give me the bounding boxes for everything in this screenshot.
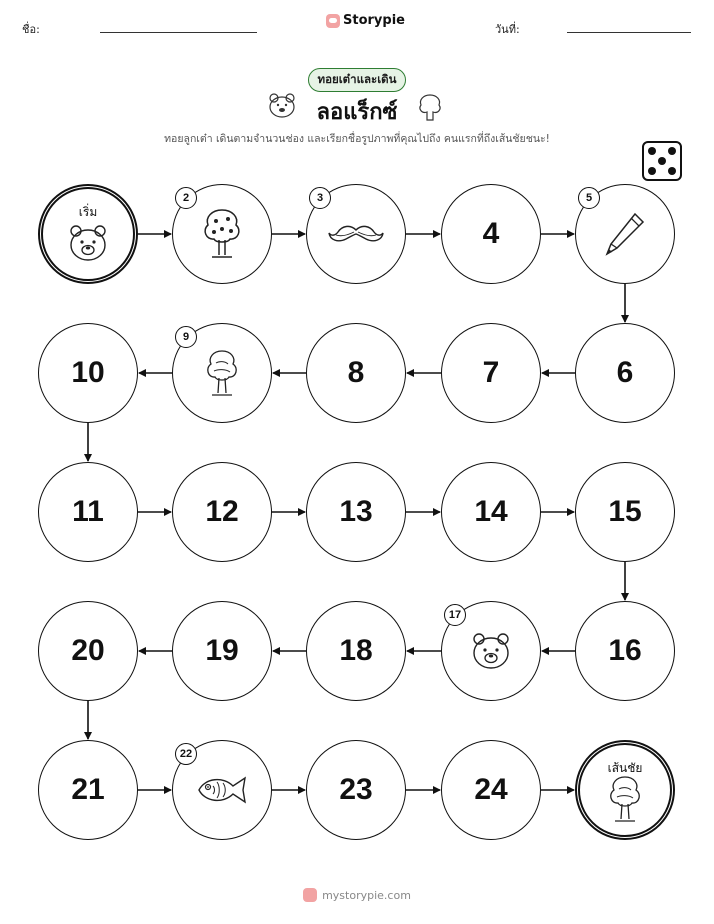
instructions: ทอยลูกเต๋า เดินตามจำนวนช่อง และเรียกชื่อรูปภาพที่คุณไปถึง คนแรกที่ถึงเส้นชัยชนะ! [164, 133, 550, 145]
space-number: 18 [339, 634, 373, 667]
space-number: 4 [482, 217, 500, 250]
board-space-14 [441, 462, 541, 562]
finish-label: เส้นชัย [607, 761, 643, 775]
board-space-19 [172, 601, 272, 701]
footer-site: mystorypie.com [322, 888, 411, 902]
board-space-12 [172, 462, 272, 562]
space-number-badge: 22 [175, 743, 197, 765]
space-number: 14 [474, 495, 508, 528]
board-space-22 [172, 740, 272, 840]
board-space-6 [575, 323, 675, 423]
space-number: 15 [608, 495, 642, 528]
space-number: 20 [71, 634, 105, 667]
space-number-badge: 9 [175, 326, 197, 348]
space-number: 12 [205, 495, 239, 528]
board-space-3 [306, 184, 406, 284]
board-space-20 [38, 601, 138, 701]
space-number-badge: 5 [578, 187, 600, 209]
space-number-badge: 3 [309, 187, 331, 209]
board-space-17 [441, 601, 541, 701]
space-number-badge: 2 [175, 187, 197, 209]
board-space-15 [575, 462, 675, 562]
space-number: 11 [72, 495, 104, 528]
tree-outline-icon [202, 347, 242, 399]
storypie-logo-icon [303, 888, 317, 902]
board-space-8 [306, 323, 406, 423]
game-type-tag: ทอยเต๋าและเดิน [308, 68, 406, 92]
fish-icon [195, 772, 249, 808]
tree-outline-icon [605, 773, 645, 825]
board-space-16 [575, 601, 675, 701]
space-number: 19 [205, 634, 239, 667]
space-number: 8 [347, 356, 365, 389]
space-number: 23 [339, 773, 373, 806]
start-space [38, 184, 138, 284]
brand-name: Storypie [343, 13, 405, 28]
start-label: เริ่ม [78, 205, 98, 219]
space-number-badge: 17 [444, 604, 466, 626]
board-space-2 [172, 184, 272, 284]
board-space-21 [38, 740, 138, 840]
tree-icon [200, 207, 244, 261]
space-number: 13 [339, 495, 373, 528]
board-space-11 [38, 462, 138, 562]
name-label: ชื่อ: [22, 23, 40, 36]
page-title: ลอแร็กซ์ [316, 100, 398, 125]
board-space-10 [38, 323, 138, 423]
space-number: 24 [474, 773, 508, 806]
finish-space [575, 740, 675, 840]
mustache-icon [328, 222, 384, 246]
space-number: 6 [616, 356, 634, 389]
bear-icon [468, 631, 514, 671]
board-space-23 [306, 740, 406, 840]
space-number: 7 [482, 356, 500, 389]
bear-icon [65, 223, 111, 263]
footer [0, 888, 714, 902]
board-space-7 [441, 323, 541, 423]
space-number: 10 [71, 356, 105, 389]
board-space-4 [441, 184, 541, 284]
board-space-18 [306, 601, 406, 701]
date-label: วันที่: [495, 23, 520, 36]
space-number: 21 [71, 773, 105, 806]
space-number: 16 [608, 634, 642, 667]
board-space-5 [575, 184, 675, 284]
board-space-13 [306, 462, 406, 562]
board-space-24 [441, 740, 541, 840]
pencil-icon [603, 210, 647, 258]
board-space-9 [172, 323, 272, 423]
